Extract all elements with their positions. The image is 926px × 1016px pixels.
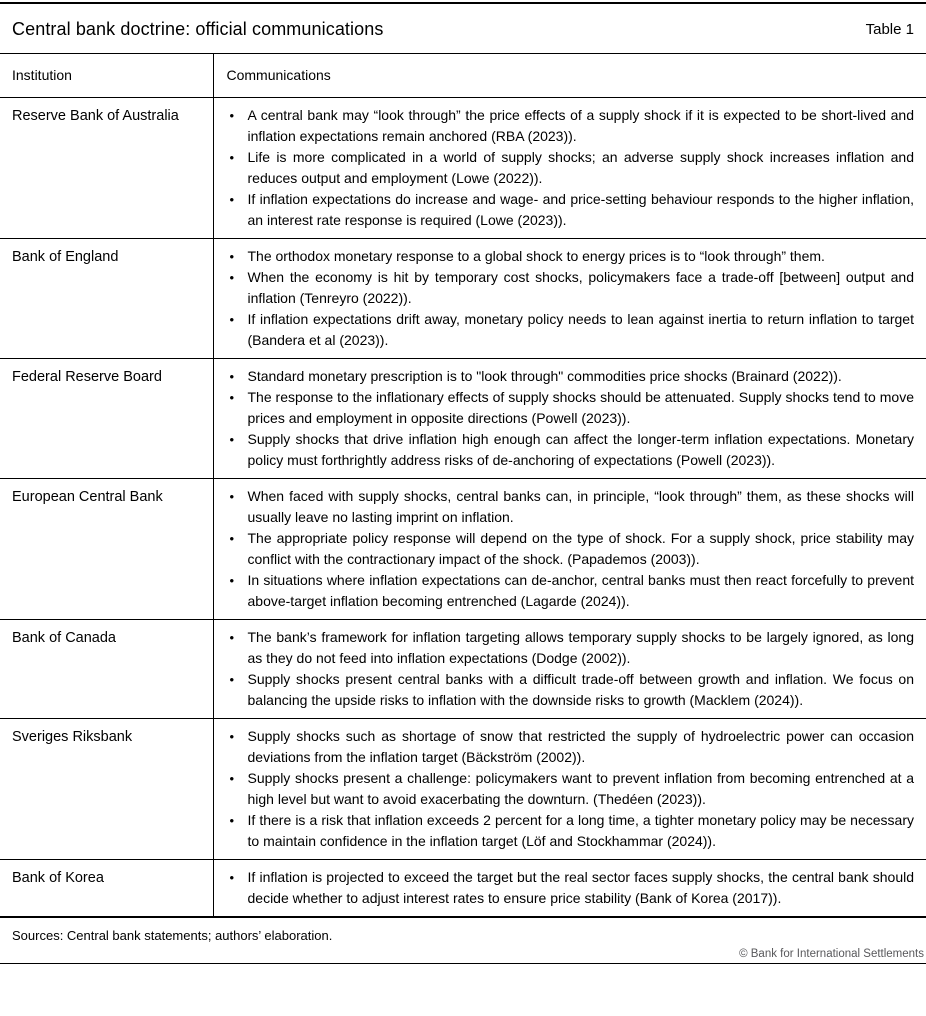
bullet-item	[227, 189, 915, 231]
institution-cell: Reserve Bank of Australia	[12, 108, 179, 124]
table-label: Table 1	[865, 21, 914, 38]
bullet-list	[227, 867, 915, 909]
bullet-icon: •	[229, 270, 235, 285]
bullet-item	[227, 486, 915, 528]
bullet-item	[227, 867, 915, 909]
bullet-item	[227, 726, 915, 768]
institution-cell: Federal Reserve Board	[12, 369, 162, 385]
bullet-item	[227, 366, 915, 387]
bullet-item	[227, 528, 915, 570]
bullet-icon: •	[229, 672, 235, 687]
bullet-list	[227, 246, 915, 351]
bullet-item	[227, 429, 915, 471]
bullet-item	[227, 669, 915, 711]
bullet-list	[227, 627, 915, 711]
table-row	[0, 359, 926, 479]
bullet-icon: •	[229, 771, 235, 786]
table-row	[0, 860, 926, 918]
bullet-item	[227, 267, 915, 309]
table-row	[0, 98, 926, 239]
document-page	[0, 2, 926, 964]
column-header-communications: Communications	[213, 54, 926, 98]
institution-cell: Sveriges Riksbank	[12, 729, 133, 745]
communications-cell	[213, 719, 926, 860]
table-row	[0, 479, 926, 620]
bullet-text: In situations where inflation expectations can de-anchor, central banks must then react forcefully to prevent above-target inflation becoming entrenched (Lagarde (2024)).	[247, 572, 914, 609]
bullet-icon: •	[229, 249, 235, 264]
bullet-icon: •	[229, 531, 235, 546]
bullet-text: The orthodox monetary response to a global shock to energy prices is to “look through” them.	[247, 248, 825, 264]
institution-cell: European Central Bank	[12, 489, 163, 505]
bullet-text: If inflation expectations do increase and wage- and price-setting behaviour responds to the higher inflation, an interest rate response is required (Lowe (2023)).	[247, 191, 914, 228]
sources-note: Sources: Central bank statements; authors’ elaboration.	[12, 928, 333, 943]
bullet-item	[227, 105, 915, 147]
institution-cell: Bank of Canada	[12, 630, 116, 646]
table-body	[0, 98, 926, 918]
communications-table	[0, 53, 926, 918]
bullet-icon: •	[229, 108, 235, 123]
bullet-text: The appropriate policy response will depend on the type of shock. For a supply shock, price stability may conflict with the contractionary impact of the shock. (Papademos (2003)).	[247, 530, 914, 567]
bullet-text: Supply shocks present a challenge: policymakers want to prevent inflation from becoming entrenched at a high level but want to avoid exacerbating the downturn. (Thedéen (2023)).	[247, 770, 914, 807]
bullet-item	[227, 768, 915, 810]
bullet-text: Supply shocks that drive inflation high enough can affect the longer-term inflation expectations. Monetary policy must forthrightly address risks of de-anchoring of expectations (Powell (2023)).	[247, 431, 914, 468]
bullet-text: Supply shocks such as shortage of snow that restricted the supply of hydroelectric power can occasion deviations from the inflation target (Bäckström (2002)).	[247, 728, 914, 765]
table-header	[0, 54, 926, 98]
communications-cell	[213, 98, 926, 239]
table-row	[0, 719, 926, 860]
bullet-text: If inflation is projected to exceed the target but the real sector faces supply shocks, the central bank should decide whether to adjust interest rates to ensure price stability (Bank of Korea (2017)).	[247, 869, 914, 906]
title-row	[0, 4, 926, 53]
bullet-icon: •	[229, 369, 235, 384]
header-row	[0, 54, 926, 98]
bullet-icon: •	[229, 390, 235, 405]
bullet-text: If inflation expectations drift away, monetary policy needs to lean against inertia to return inflation to target (Bandera et al (2023)).	[247, 311, 914, 348]
bullet-item	[227, 246, 915, 267]
institution-cell: Bank of England	[12, 249, 119, 265]
bullet-text: A central bank may “look through” the price effects of a supply shock if it is expected to be short-lived and inflation expectations remain anchored (RBA (2023)).	[247, 107, 914, 144]
bullet-icon: •	[229, 573, 235, 588]
bullet-icon: •	[229, 312, 235, 327]
bullet-text: Standard monetary prescription is to "look through" commodities price shocks (Brainard (2022)).	[247, 368, 842, 384]
bullet-text: Life is more complicated in a world of supply shocks; an adverse supply shock increases inflation and reduces output and employment (Lowe (2022)).	[247, 149, 914, 186]
bullet-list	[227, 366, 915, 471]
bullet-list	[227, 726, 915, 852]
bullet-item	[227, 309, 915, 351]
bullet-text: The bank’s framework for inflation targeting allows temporary supply shocks to be largely ignored, as long as they do not feed into inflation expectations (Dodge (2002)).	[247, 629, 914, 666]
bullet-icon: •	[229, 192, 235, 207]
table-row	[0, 620, 926, 719]
bullet-item	[227, 810, 915, 852]
bullet-icon: •	[229, 432, 235, 447]
table-row	[0, 239, 926, 359]
bullet-icon: •	[229, 729, 235, 744]
communications-cell	[213, 359, 926, 479]
copyright-notice: © Bank for International Settlements	[739, 948, 924, 960]
bullet-list	[227, 486, 915, 612]
communications-cell	[213, 860, 926, 918]
bullet-item	[227, 570, 915, 612]
bullet-text: When the economy is hit by temporary cost shocks, policymakers face a trade-off [between] output and inflation (Tenreyro (2022)).	[247, 269, 914, 306]
bullet-text: If there is a risk that inflation exceeds 2 percent for a long time, a tighter monetary policy may be necessary to maintain confidence in the inflation target (Löf and Stockhammar (2024)).	[247, 812, 914, 849]
communications-cell	[213, 479, 926, 620]
column-header-institution: Institution	[12, 67, 72, 83]
bullet-item	[227, 627, 915, 669]
bullet-text: Supply shocks present central banks with a difficult trade-off between growth and inflation. We focus on balancing the upside risks to inflation with the downside risks to growth (Macklem (2024)).	[247, 671, 914, 708]
bullet-icon: •	[229, 813, 235, 828]
table-footer	[0, 918, 926, 964]
bullet-item	[227, 387, 915, 429]
institution-cell: Bank of Korea	[12, 870, 104, 886]
page-title: Central bank doctrine: official communications	[12, 19, 384, 39]
communications-cell	[213, 620, 926, 719]
bullet-text: The response to the inflationary effects of supply shocks should be attenuated. Supply shocks tend to move prices and employment in opposite directions (Powell (2023)).	[247, 389, 914, 426]
bullet-item	[227, 147, 915, 189]
bullet-icon: •	[229, 150, 235, 165]
bullet-icon: •	[229, 489, 235, 504]
bullet-icon: •	[229, 630, 235, 645]
bullet-icon: •	[229, 870, 235, 885]
bullet-list	[227, 105, 915, 231]
communications-cell	[213, 239, 926, 359]
bullet-text: When faced with supply shocks, central banks can, in principle, “look through” them, as these shocks will usually leave no lasting imprint on inflation.	[247, 488, 914, 525]
